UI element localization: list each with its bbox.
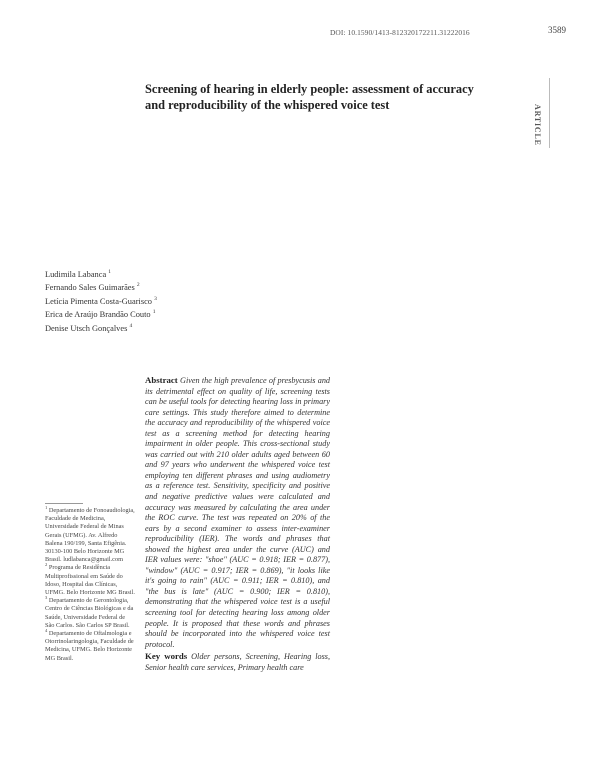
page-number: 3589 xyxy=(548,25,566,35)
author: Denise Utsch Gonçalves $^4$ xyxy=(45,322,133,333)
abstract-label: Abstract xyxy=(145,375,178,385)
section-tab-rule xyxy=(549,78,564,148)
author: Fernando Sales Guimarães $^2$ xyxy=(45,282,140,293)
section-label: ARTICLE xyxy=(533,104,542,146)
abstract-text: Given the high prevalence of presbycusis and its detrimental effect on quality of life, screening tests can be useful tools for detecting hearing loss in primary care settings. This study therefore aimed to determine the accuracy and reproducibility of the whispered voice test as a screening method for detecting hearing impairment in older people. This cross-sectional study was carried out with 210 older adults aged between 60 and 97 years who underwent the whispered voice test employing ten different phrases and using audiometry as a reference test. Sensitivity, specificity and positive and negative predictive values were calculated and accuracy was measured by calculating the area under the ROC curve. The test was repeated on 20% of the ears by a second examiner to assess inter-examiner reproducibility (IER). The words and phrases that showed the highest area under the curve (AUC) and IER values were: "shoe" (AUC = 0.918; IER = 0.877), "window" (AUC = 0.917; IER = 0.869), "it looks like it's going to rain" (AUC = 0.911; IER = 0.810), and "the bus is late" (AUC = 0.900; IER = 0.810), demonstrating that the whispered voice test is a useful screening tool for detecting hearing loss among older people. It is proposed that these words and phrases should be incorporated into the whispered voice test protocol. xyxy=(145,376,331,649)
article-title: Screening of hearing in elderly people: assessment of accuracy and reproducibility of the whispered voice test xyxy=(145,82,474,112)
affiliations-divider xyxy=(45,503,83,504)
affiliation: $^4$ Departamento de Oftalmologia e Otorrinolaringologia, Faculdade de Medicina, UFMG. Belo Horizonte MG Brasil. xyxy=(45,627,134,662)
doi: DOI: 10.1590/1413-812320172211.31222016 xyxy=(330,28,470,37)
author: Ludimila Labanca $^1$ xyxy=(45,269,112,279)
author: Erica de Araújo Brandão Couto $^1$ xyxy=(45,309,156,320)
affiliations xyxy=(45,504,135,663)
abstract xyxy=(145,375,330,673)
author-list xyxy=(45,268,245,335)
affiliation: $^3$ Departamento de Gerontologia, Centro de Ciências Biológicas e da Saúde, Universidade Federal de São Carlos. São Carlos SP Brasil. xyxy=(45,595,134,629)
affiliation: $^1$ Departamento de Fonoaudiologia, Faculdade de Medicina, Universidade Federal de Minas Gerais (UFMG). Av. Alfredo Balena 190/199, Santa Efigênia. 30130-100 Belo Horizonte MG Brasil. ludlabanca@gmail.com xyxy=(45,504,135,564)
keywords-text: Older persons, Screening, Hearing loss, Senior health care services, Primary health care xyxy=(145,652,330,672)
keywords-label: Key words xyxy=(145,651,188,662)
keywords xyxy=(145,651,330,673)
affiliation: $^2$ Programa de Residência Multiprofissional em Saúde do Idoso, Hospital das Clínicas, UFMG. Belo Horizonte MG Brasil. xyxy=(45,562,135,597)
author: Letícia Pimenta Costa-Guarisco $^3$ xyxy=(45,296,157,306)
